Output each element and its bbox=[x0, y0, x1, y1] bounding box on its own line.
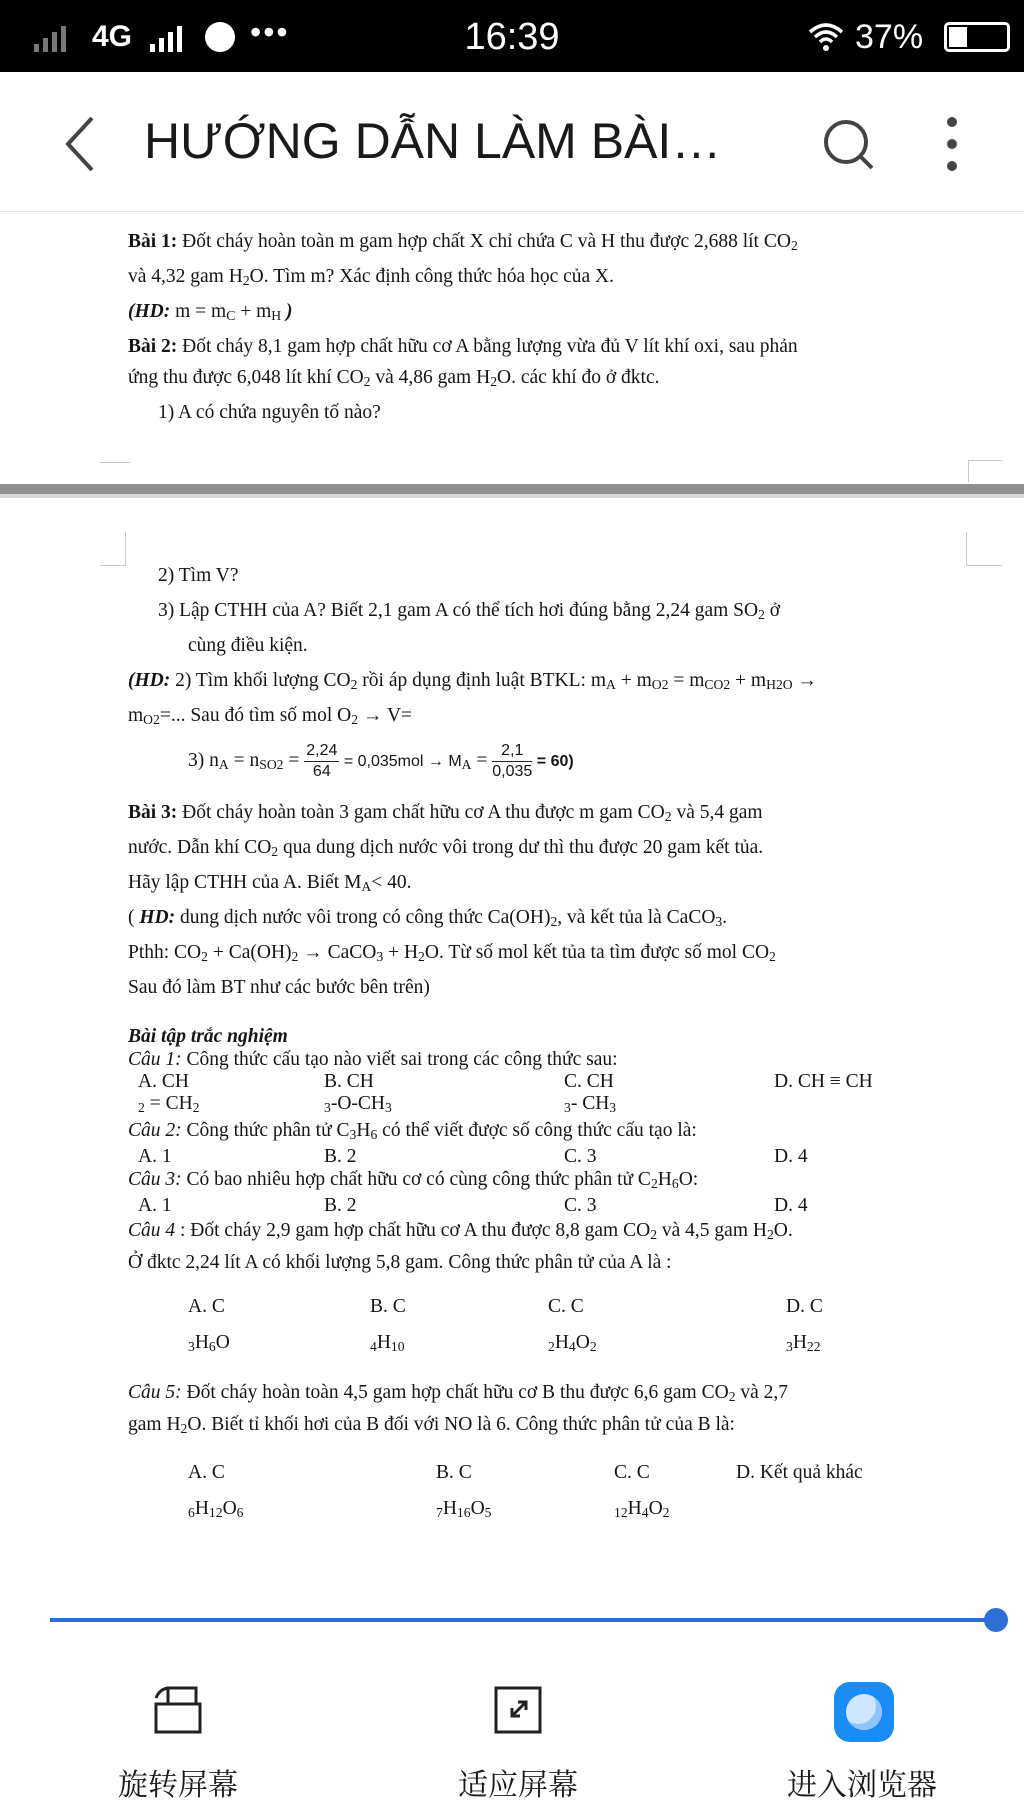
page-progress-slider[interactable] bbox=[50, 1608, 996, 1632]
more-vertical-icon[interactable] bbox=[938, 114, 966, 174]
fit-screen-button[interactable] bbox=[408, 1682, 628, 1812]
mcq-section: Bài tập trắc nghiệm Câu 1: Công thức cấu tạo nào viết sai trong các công thức sau: A. CH $_2 = CH_2$ B. CH $_3-O-CH_3$ C. CH $_3$- $CH_3$ D. CH ≡ CH Câu 2: Công thức phân tử $C_3H_6$ có thể viết được số công thức cấu tạo là: A. 1 B. 2 C. 3 D. 4 Câu 3: Có bao nhiêu hợp chất hữu cơ có cùng công thức phân tử $C_2H_6O$: A. 1 B. 2 C. 3 D. 4 Câu 4 : Đốt cháy 2,9 gam hợp chất hữu cơ A thu được 8,8 gam $CO_2$ và 4,5 gam $H_2O$. Ở đktc 2,24 lít A có khối lượng 5,8 gam. Công thức phân tử của A là : A. C $_3H_6O$ B. C $_4H_{10}$ C. C $_2H_4O_2$ D. C $_3H_{22}$ Câu 5: Đốt cháy hoàn toàn 4,5 gam hợp chất hữu cơ B thu được 6,6 gam $CO_2$ và 2,7 gam $H_2O$. Biết tỉ khối hơi của B đối với NO là 6. Công thức phân tử của B là: A. C $_6H_{12}O_6$ B. C $_7H_{16}O_5$ C. C $_{12}H_4O_2$ D. Kết quả khác bbox=[128, 1025, 974, 1531]
slider-fill bbox=[50, 1618, 996, 1622]
page-separator bbox=[0, 484, 1024, 494]
fraction-1: $\frac{2,24}{64}$ bbox=[306, 742, 338, 780]
network-type: 4G bbox=[92, 20, 133, 53]
rotate-screen-label: 旋转屏幕 bbox=[118, 1769, 238, 1802]
question-3: 3) Lập CTHH của A? Biết 2,1 gam A có thể tích hơi đúng bằng 2,24 gam $SO_2$ ở bbox=[158, 600, 781, 622]
open-browser-button[interactable] bbox=[752, 1682, 972, 1812]
clock: 16:39 bbox=[464, 16, 560, 58]
wifi-icon bbox=[808, 22, 844, 52]
document-page-2: 2) Tìm V? 3) Lập CTHH của A? Biết 2,1 gam A có thể tích hơi đúng bằng 2,24 gam $SO_2$ ở cùng điều kiện. (HD: 2) Tìm khối lượng $CO_2$ rồi áp dụng định luật BTKL: $m_A + m_{O2} = m_{CO2} + m_{H2O}$ → $m_{O2}=$... Sau đó tìm số mol $O_2 \to V=$ 3) $n_A = n_{SO2}$ = $\frac{2,24}{64}$ = $0,035mol \to M_A$ = $\frac{2,1}{0,035}$ = 60) Bài 3: Đốt cháy hoàn toàn 3 gam chất hữu cơ A thu được m gam $CO_2$ và 5,4 gam nước. Dẫn khí $CO_2$ qua dung dịch nước vôi trong dư thì thu được 20 gam kết tủa. Hãy lập CTHH của A. Biết $M_A< 40$. ( HD: dung dịch nước vôi trong có công thức $Ca(OH)_2$, và kết tủa là CaCO$_3$. Pthh: $CO_2 + Ca(OH)_2$ → CaCO$_3$ + $H_2O$. Từ số mol kết tủa ta tìm được số mol $CO_2$ Sau đó làm BT như các bước bên trên) Bài tập trắc nghiệm Câu 1: Công thức cấu tạo nào viết sai trong các công thức sau: A. CH $_2 = CH_2$ B. CH $_3-O-CH_3$ C. CH $_3$- $CH_3$ D. CH ≡ CH Câu 2: Công thức phân tử $C_3H_6$ có thể viết được số công thức cấu tạo là: A. 1 B. 2 C. 3 D. 4 Câu 3: Có bao nhiêu hợp chất hữu cơ có cùng công thức phân tử $C_2H_6O$: A. 1 B. 2 C. 3 D. 4 Câu 4 : Đốt cháy 2,9 gam hợp chất hữu cơ A thu được 8,8 gam $CO_2$ và 4,5 gam $H_2O$. Ở đktc 2,24 lít A có khối lượng 5,8 gam. Công thức phân tử của A là : A. C $_3H_6O$ B. C $_4H_{10}$ C. C $_2H_4O_2$ D. C $_3H_{22}$ Câu 5: Đốt cháy hoàn toàn 4,5 gam hợp chất hữu cơ B thu được 6,6 gam $CO_2$ và 2,7 gam $H_2O$. Biết tỉ khối hơi của B đối với NO là 6. Công thức phân tử của B là: A. C $_6H_{12}O_6$ B. C $_7H_{16}O_5$ C. C $_{12}H_4O_2$ D. Kết quả khác bbox=[128, 560, 974, 1545]
fit-screen-label: 适应屏幕 bbox=[458, 1769, 578, 1802]
browser-icon bbox=[834, 1682, 894, 1742]
battery-icon bbox=[944, 22, 1010, 52]
mcq-options-2: A. 1 B. 2 C. 3 D. 4 bbox=[138, 1146, 808, 1167]
bai3-text: Bài 3: Đốt cháy hoàn toàn 3 gam chất hữu cơ A thu được m gam $CO_2$ và 5,4 gam bbox=[128, 802, 763, 824]
bai2-text: Bài 2: Đốt cháy 8,1 gam hợp chất hữu cơ A bằng lượng vừa đủ V lít khí oxi, sau phản bbox=[128, 336, 798, 357]
mcq-question-1: Câu 1: Công thức cấu tạo nào viết sai trong các công thức sau: bbox=[128, 1049, 618, 1070]
hd2-text: (HD: 2) Tìm khối lượng $CO_2$ rồi áp dụng định luật BTKL: $m_A + m_{O2} = m_{CO2} + m_{H2O}$ → bbox=[128, 670, 817, 692]
page-separator-shadow bbox=[0, 494, 1024, 498]
open-browser-label: 进入浏览器 bbox=[787, 1769, 937, 1802]
more-notifications: ••• bbox=[250, 14, 290, 50]
battery-percent: 37% bbox=[855, 18, 924, 56]
fit-screen-icon bbox=[490, 1682, 546, 1738]
rotate-screen-button[interactable] bbox=[68, 1682, 288, 1812]
mcq-title: Bài tập trắc nghiệm bbox=[128, 1026, 288, 1047]
slider-thumb[interactable] bbox=[984, 1608, 1008, 1632]
mcq-question-3: Câu 3: Có bao nhiêu hợp chất hữu cơ có cùng công thức phân tử $C_2H_6O$: bbox=[128, 1169, 699, 1191]
mcq-question-5: Câu 5: Đốt cháy hoàn toàn 4,5 gam hợp chất hữu cơ B thu được 6,6 gam $CO_2$ và 2,7 bbox=[128, 1382, 789, 1404]
document-page-1: Bài 1: Đốt cháy hoàn toàn m gam hợp chất X chỉ chứa C và H thu được 2,688 lít $CO_2$ và 4,32 gam $H_2O$. Tìm m? Xác định công thức hóa học của X. (HD: $m = m_C + m_H$ ) Bài 2: Đốt cháy 8,1 gam hợp chất hữu cơ A bằng lượng vừa đủ V lít khí oxi, sau phản ứng thu được 6,048 lít khí $CO_2$ và 4,86 gam $H_2O$. các khí đo ở đktc. 1) A có chứa nguyên tố nào? bbox=[128, 226, 974, 428]
search-icon[interactable] bbox=[820, 116, 876, 172]
mcq-options-3: A. 1 B. 2 C. 3 D. 4 bbox=[138, 1195, 808, 1216]
title-bar bbox=[0, 72, 1024, 212]
fraction-2: $\frac{2,1}{0,035}$ bbox=[492, 742, 533, 780]
page-corner-mark bbox=[968, 460, 1002, 482]
formula-line: 3) $n_A = n_{SO2}$ = $\frac{2,24}{64}$ = $0,035mol \to M_A$ = $\frac{2,1}{0,035}$ = 60) bbox=[188, 742, 574, 780]
mcq-options-1: A. CH $_2 = CH_2$ B. CH $_3-O-CH_3$ C. CH $_3$- $CH_3$ D. CH ≡ CH bbox=[138, 1071, 873, 1115]
question-2: 2) Tìm V? bbox=[158, 565, 239, 586]
bai1-text: Bài 1: Đốt cháy hoàn toàn m gam hợp chất X chỉ chứa C và H thu được 2,688 lít $CO_2$ bbox=[128, 231, 798, 253]
page-title: HƯỚNG DẪN LÀM BÀI… bbox=[144, 113, 722, 169]
mcq-options-5: A. C $_6H_{12}O_6$ B. C $_7H_{16}O_5$ C. C $_{12}H_4O_2$ D. Kết quả khác bbox=[188, 1462, 863, 1520]
rotate-screen-icon bbox=[150, 1682, 206, 1738]
document-viewer[interactable] bbox=[0, 212, 1024, 1547]
mcq-question-4: Câu 4 : Đốt cháy 2,9 gam hợp chất hữu cơ A thu được 8,8 gam $CO_2$ và 4,5 gam $H_2O$. bbox=[128, 1220, 793, 1242]
page-corner-mark bbox=[100, 532, 126, 566]
question-1: 1) A có chứa nguyên tố nào? bbox=[158, 402, 381, 423]
status-bar bbox=[0, 0, 1024, 72]
mcq-question-2: Câu 2: Công thức phân tử $C_3H_6$ có thể viết được số công thức cấu tạo là: bbox=[128, 1120, 697, 1142]
mcq-options-4: A. C $_3H_6O$ B. C $_4H_{10}$ C. C $_2H_4O_2$ D. C $_3H_{22}$ bbox=[188, 1296, 823, 1354]
bottom-toolbar bbox=[0, 1664, 1024, 1820]
back-arrow-icon[interactable] bbox=[58, 114, 106, 174]
hd3-text: ( HD: dung dịch nước vôi trong có công thức $Ca(OH)_2$, và kết tủa là CaCO$_3$. bbox=[128, 907, 728, 929]
hd1-text: (HD: $m = m_C + m_H$ ) bbox=[128, 301, 293, 323]
